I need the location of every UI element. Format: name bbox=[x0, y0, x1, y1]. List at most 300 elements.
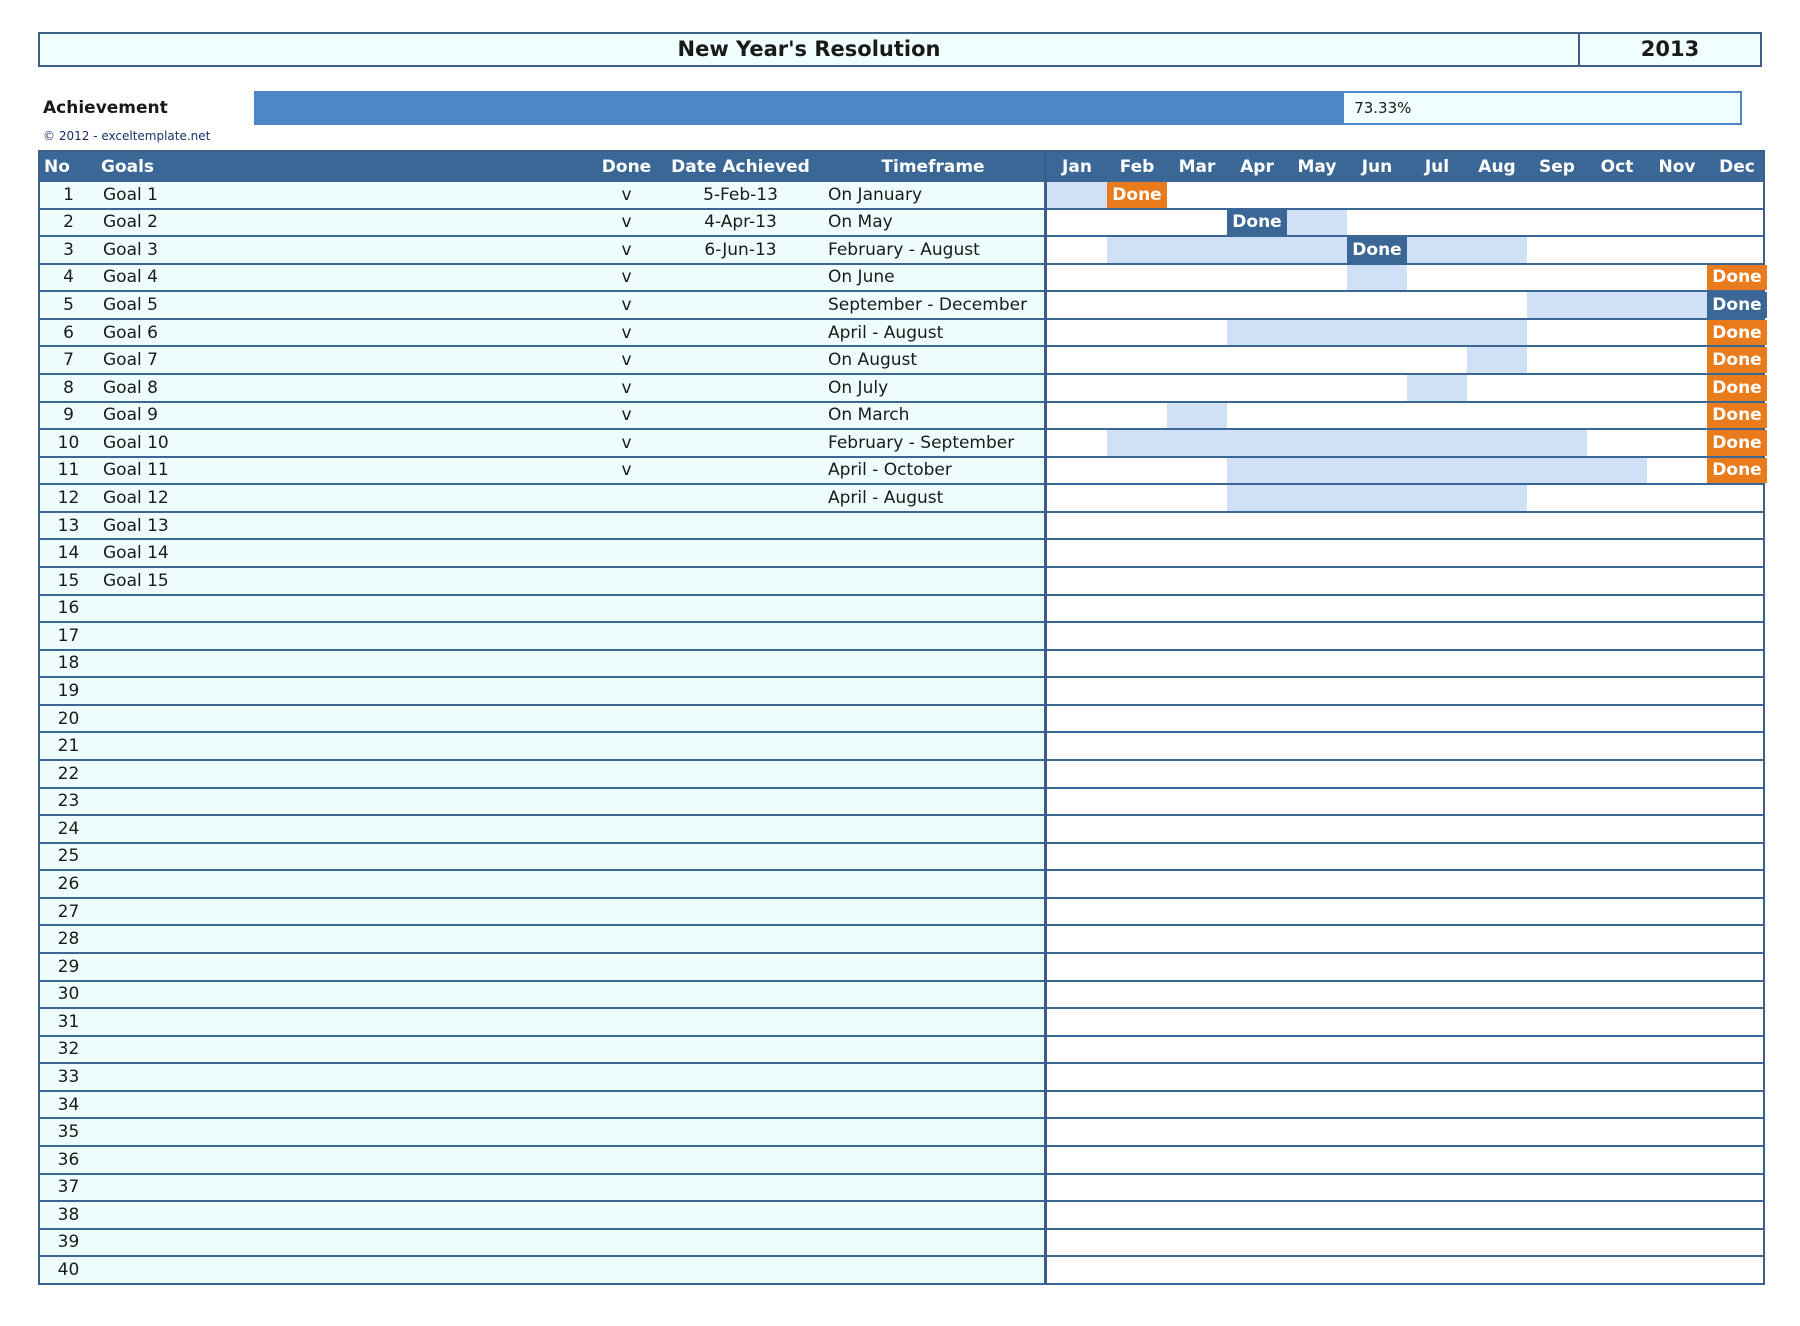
month-cell-aug[interactable] bbox=[1467, 871, 1527, 897]
done-cell[interactable] bbox=[594, 568, 659, 594]
month-cell-jun[interactable] bbox=[1347, 347, 1407, 373]
month-cell-jun[interactable] bbox=[1347, 596, 1407, 622]
month-cell-oct[interactable] bbox=[1587, 485, 1647, 511]
month-cell-aug[interactable] bbox=[1467, 210, 1527, 236]
month-cell-mar[interactable] bbox=[1167, 1257, 1227, 1283]
month-cell-apr[interactable] bbox=[1227, 265, 1287, 291]
month-cell-jan[interactable] bbox=[1047, 375, 1107, 401]
month-cell-sep[interactable] bbox=[1527, 651, 1587, 677]
month-cell-dec[interactable] bbox=[1707, 899, 1767, 925]
month-cell-mar[interactable] bbox=[1167, 651, 1227, 677]
month-cell-apr[interactable] bbox=[1227, 1009, 1287, 1035]
month-cell-aug[interactable] bbox=[1467, 292, 1527, 318]
goal-cell[interactable] bbox=[97, 926, 594, 952]
month-cell-mar[interactable] bbox=[1167, 789, 1227, 815]
goal-cell[interactable] bbox=[97, 844, 594, 870]
timeframe-cell[interactable] bbox=[822, 1257, 1044, 1283]
month-cell-sep[interactable] bbox=[1527, 816, 1587, 842]
month-cell-jun[interactable] bbox=[1347, 320, 1407, 346]
month-cell-sep[interactable] bbox=[1527, 347, 1587, 373]
month-cell-mar[interactable] bbox=[1167, 706, 1227, 732]
done-marker[interactable]: Done bbox=[1707, 292, 1767, 318]
month-cell-jan[interactable] bbox=[1047, 292, 1107, 318]
month-cell-may[interactable] bbox=[1287, 403, 1347, 429]
timeframe-cell[interactable]: April - August bbox=[828, 322, 944, 343]
month-cell-jan[interactable] bbox=[1047, 182, 1107, 208]
month-cell-nov[interactable] bbox=[1647, 1175, 1707, 1201]
month-cell-jul[interactable] bbox=[1407, 513, 1467, 539]
done-marker[interactable]: Done bbox=[1707, 430, 1767, 456]
month-cell-mar[interactable] bbox=[1167, 265, 1227, 291]
month-cell-jan[interactable] bbox=[1047, 237, 1107, 263]
done-cell[interactable]: v bbox=[621, 460, 632, 481]
goal-cell[interactable] bbox=[97, 1230, 594, 1256]
month-cell-jul[interactable] bbox=[1407, 182, 1467, 208]
date-achieved-cell[interactable] bbox=[659, 678, 822, 704]
goal-cell[interactable]: Goal 4 bbox=[103, 267, 158, 288]
month-cell-sep[interactable] bbox=[1527, 761, 1587, 787]
month-cell-sep[interactable] bbox=[1527, 1037, 1587, 1063]
month-cell-sep[interactable] bbox=[1527, 871, 1587, 897]
month-cell-mar[interactable] bbox=[1167, 1092, 1227, 1118]
month-cell-jan[interactable] bbox=[1047, 568, 1107, 594]
goal-cell[interactable] bbox=[97, 596, 594, 622]
month-cell-apr[interactable] bbox=[1227, 403, 1287, 429]
month-cell-dec[interactable] bbox=[1707, 1202, 1767, 1228]
timeframe-cell[interactable] bbox=[822, 596, 1044, 622]
month-cell-jun[interactable] bbox=[1347, 871, 1407, 897]
month-cell-feb[interactable] bbox=[1107, 761, 1167, 787]
month-cell-jun[interactable] bbox=[1347, 651, 1407, 677]
month-cell-jan[interactable] bbox=[1047, 733, 1107, 759]
month-cell-nov[interactable] bbox=[1647, 513, 1707, 539]
month-cell-feb[interactable] bbox=[1107, 347, 1167, 373]
done-marker[interactable]: Done bbox=[1707, 265, 1767, 291]
done-marker[interactable]: Done bbox=[1107, 182, 1167, 208]
month-cell-jul[interactable] bbox=[1407, 871, 1467, 897]
done-cell[interactable]: v bbox=[621, 405, 632, 426]
month-cell-aug[interactable] bbox=[1467, 403, 1527, 429]
month-cell-sep[interactable] bbox=[1527, 678, 1587, 704]
goal-cell[interactable] bbox=[97, 1119, 594, 1145]
date-achieved-cell[interactable] bbox=[659, 1009, 822, 1035]
month-cell-sep[interactable] bbox=[1527, 1230, 1587, 1256]
month-cell-oct[interactable] bbox=[1587, 182, 1647, 208]
month-cell-jan[interactable] bbox=[1047, 1257, 1107, 1283]
month-cell-jul[interactable] bbox=[1407, 458, 1467, 484]
month-cell-jun[interactable] bbox=[1347, 1230, 1407, 1256]
month-cell-apr[interactable] bbox=[1227, 320, 1287, 346]
month-cell-apr[interactable] bbox=[1227, 568, 1287, 594]
month-cell-oct[interactable] bbox=[1587, 210, 1647, 236]
month-cell-may[interactable] bbox=[1287, 926, 1347, 952]
timeframe-cell[interactable] bbox=[822, 623, 1044, 649]
month-cell-feb[interactable] bbox=[1107, 1009, 1167, 1035]
month-cell-jan[interactable] bbox=[1047, 1009, 1107, 1035]
month-cell-jun[interactable] bbox=[1347, 1202, 1407, 1228]
month-cell-feb[interactable] bbox=[1107, 1175, 1167, 1201]
month-cell-sep[interactable] bbox=[1527, 596, 1587, 622]
month-cell-oct[interactable] bbox=[1587, 926, 1647, 952]
done-cell[interactable]: v bbox=[621, 350, 632, 371]
month-cell-nov[interactable] bbox=[1647, 320, 1707, 346]
month-cell-may[interactable] bbox=[1287, 899, 1347, 925]
month-cell-may[interactable] bbox=[1287, 513, 1347, 539]
month-cell-mar[interactable] bbox=[1167, 182, 1227, 208]
month-cell-mar[interactable] bbox=[1167, 954, 1227, 980]
month-cell-mar[interactable] bbox=[1167, 1119, 1227, 1145]
month-cell-jan[interactable] bbox=[1047, 1230, 1107, 1256]
month-cell-nov[interactable] bbox=[1647, 954, 1707, 980]
month-cell-nov[interactable] bbox=[1647, 871, 1707, 897]
done-marker[interactable]: Done bbox=[1707, 347, 1767, 373]
month-cell-jan[interactable] bbox=[1047, 540, 1107, 566]
month-cell-apr[interactable] bbox=[1227, 458, 1287, 484]
done-cell[interactable] bbox=[594, 761, 659, 787]
done-marker[interactable]: Done bbox=[1707, 375, 1767, 401]
month-cell-jul[interactable] bbox=[1407, 706, 1467, 732]
month-cell-aug[interactable] bbox=[1467, 1202, 1527, 1228]
date-achieved-cell[interactable] bbox=[659, 871, 822, 897]
month-cell-sep[interactable] bbox=[1527, 403, 1587, 429]
month-cell-apr[interactable] bbox=[1227, 1175, 1287, 1201]
month-cell-dec[interactable] bbox=[1707, 982, 1767, 1008]
goal-cell[interactable] bbox=[97, 789, 594, 815]
month-cell-oct[interactable] bbox=[1587, 1009, 1647, 1035]
month-cell-jul[interactable] bbox=[1407, 1202, 1467, 1228]
goal-cell[interactable]: Goal 12 bbox=[103, 488, 169, 509]
done-cell[interactable] bbox=[594, 816, 659, 842]
month-cell-mar[interactable] bbox=[1167, 1147, 1227, 1173]
month-cell-mar[interactable] bbox=[1167, 237, 1227, 263]
month-cell-apr[interactable] bbox=[1227, 430, 1287, 456]
month-cell-aug[interactable] bbox=[1467, 623, 1527, 649]
done-cell[interactable]: v bbox=[621, 295, 632, 316]
month-cell-jun[interactable] bbox=[1347, 1147, 1407, 1173]
month-cell-may[interactable] bbox=[1287, 1092, 1347, 1118]
month-cell-dec[interactable] bbox=[1707, 789, 1767, 815]
month-cell-jun[interactable] bbox=[1347, 430, 1407, 456]
month-cell-apr[interactable] bbox=[1227, 982, 1287, 1008]
month-cell-jan[interactable] bbox=[1047, 761, 1107, 787]
month-cell-sep[interactable] bbox=[1527, 485, 1587, 511]
month-cell-oct[interactable] bbox=[1587, 1037, 1647, 1063]
done-cell[interactable] bbox=[594, 844, 659, 870]
month-cell-feb[interactable] bbox=[1107, 237, 1167, 263]
month-cell-nov[interactable] bbox=[1647, 237, 1707, 263]
date-achieved-cell[interactable] bbox=[659, 816, 822, 842]
month-cell-mar[interactable] bbox=[1167, 403, 1227, 429]
month-cell-mar[interactable] bbox=[1167, 871, 1227, 897]
month-cell-mar[interactable] bbox=[1167, 596, 1227, 622]
month-cell-sep[interactable] bbox=[1527, 458, 1587, 484]
month-cell-dec[interactable] bbox=[1707, 1119, 1767, 1145]
month-cell-jul[interactable] bbox=[1407, 789, 1467, 815]
timeframe-cell[interactable]: On July bbox=[828, 377, 889, 398]
timeframe-cell[interactable]: On May bbox=[828, 212, 893, 233]
month-cell-may[interactable] bbox=[1287, 651, 1347, 677]
done-cell[interactable] bbox=[594, 926, 659, 952]
month-cell-mar[interactable] bbox=[1167, 347, 1227, 373]
month-cell-oct[interactable] bbox=[1587, 899, 1647, 925]
month-cell-may[interactable] bbox=[1287, 1119, 1347, 1145]
month-cell-sep[interactable] bbox=[1527, 513, 1587, 539]
month-cell-aug[interactable] bbox=[1467, 1257, 1527, 1283]
month-cell-jun[interactable] bbox=[1347, 1064, 1407, 1090]
month-cell-jul[interactable] bbox=[1407, 430, 1467, 456]
month-cell-jul[interactable] bbox=[1407, 1230, 1467, 1256]
month-cell-sep[interactable] bbox=[1527, 320, 1587, 346]
timeframe-cell[interactable] bbox=[822, 568, 1044, 594]
goal-cell[interactable] bbox=[97, 761, 594, 787]
month-cell-jul[interactable] bbox=[1407, 623, 1467, 649]
month-cell-oct[interactable] bbox=[1587, 1202, 1647, 1228]
month-cell-jun[interactable] bbox=[1347, 1009, 1407, 1035]
date-achieved-cell[interactable] bbox=[659, 430, 822, 456]
month-cell-mar[interactable] bbox=[1167, 485, 1227, 511]
month-cell-aug[interactable] bbox=[1467, 540, 1527, 566]
timeframe-cell[interactable] bbox=[822, 982, 1044, 1008]
done-cell[interactable] bbox=[594, 1009, 659, 1035]
month-cell-apr[interactable] bbox=[1227, 651, 1287, 677]
month-cell-jul[interactable] bbox=[1407, 954, 1467, 980]
month-cell-sep[interactable] bbox=[1527, 789, 1587, 815]
timeframe-cell[interactable] bbox=[822, 706, 1044, 732]
date-achieved-cell[interactable] bbox=[659, 789, 822, 815]
date-achieved-cell[interactable] bbox=[659, 1147, 822, 1173]
goal-cell[interactable]: Goal 2 bbox=[103, 212, 158, 233]
month-cell-jun[interactable] bbox=[1347, 899, 1407, 925]
month-cell-jun[interactable] bbox=[1347, 982, 1407, 1008]
month-cell-feb[interactable] bbox=[1107, 1257, 1167, 1283]
date-achieved-cell[interactable] bbox=[659, 458, 822, 484]
timeframe-cell[interactable] bbox=[822, 1230, 1044, 1256]
done-cell[interactable] bbox=[594, 1202, 659, 1228]
month-cell-nov[interactable] bbox=[1647, 540, 1707, 566]
date-achieved-cell[interactable] bbox=[659, 320, 822, 346]
month-cell-may[interactable] bbox=[1287, 1230, 1347, 1256]
month-cell-nov[interactable] bbox=[1647, 375, 1707, 401]
month-cell-dec[interactable] bbox=[1707, 182, 1767, 208]
timeframe-cell[interactable] bbox=[822, 1202, 1044, 1228]
done-cell[interactable] bbox=[594, 954, 659, 980]
month-cell-jun[interactable] bbox=[1347, 210, 1407, 236]
month-cell-may[interactable] bbox=[1287, 430, 1347, 456]
month-cell-dec[interactable] bbox=[1707, 513, 1767, 539]
month-cell-mar[interactable] bbox=[1167, 816, 1227, 842]
month-cell-oct[interactable] bbox=[1587, 1064, 1647, 1090]
month-cell-jan[interactable] bbox=[1047, 789, 1107, 815]
month-cell-feb[interactable] bbox=[1107, 403, 1167, 429]
month-cell-mar[interactable] bbox=[1167, 320, 1227, 346]
month-cell-oct[interactable] bbox=[1587, 1257, 1647, 1283]
month-cell-jun[interactable] bbox=[1347, 733, 1407, 759]
month-cell-sep[interactable] bbox=[1527, 1064, 1587, 1090]
month-cell-nov[interactable] bbox=[1647, 899, 1707, 925]
month-cell-jan[interactable] bbox=[1047, 1202, 1107, 1228]
date-achieved-cell[interactable] bbox=[659, 844, 822, 870]
month-cell-nov[interactable] bbox=[1647, 761, 1707, 787]
done-cell[interactable] bbox=[594, 651, 659, 677]
month-cell-dec[interactable] bbox=[1707, 1092, 1767, 1118]
month-cell-feb[interactable] bbox=[1107, 871, 1167, 897]
month-cell-jan[interactable] bbox=[1047, 844, 1107, 870]
month-cell-jun[interactable] bbox=[1347, 954, 1407, 980]
month-cell-mar[interactable] bbox=[1167, 1230, 1227, 1256]
month-cell-nov[interactable] bbox=[1647, 1230, 1707, 1256]
done-cell[interactable]: v bbox=[621, 184, 632, 205]
done-cell[interactable] bbox=[594, 1092, 659, 1118]
month-cell-dec[interactable] bbox=[1707, 678, 1767, 704]
month-cell-oct[interactable] bbox=[1587, 596, 1647, 622]
month-cell-oct[interactable] bbox=[1587, 568, 1647, 594]
date-achieved-cell[interactable] bbox=[659, 375, 822, 401]
done-cell[interactable]: v bbox=[621, 212, 632, 233]
month-cell-dec[interactable] bbox=[1707, 1257, 1767, 1283]
month-cell-feb[interactable] bbox=[1107, 816, 1167, 842]
goal-cell[interactable] bbox=[97, 1009, 594, 1035]
month-cell-apr[interactable] bbox=[1227, 899, 1287, 925]
month-cell-mar[interactable] bbox=[1167, 623, 1227, 649]
goal-cell[interactable] bbox=[97, 623, 594, 649]
month-cell-sep[interactable] bbox=[1527, 1257, 1587, 1283]
month-cell-jun[interactable] bbox=[1347, 403, 1407, 429]
date-achieved-cell[interactable] bbox=[659, 1119, 822, 1145]
month-cell-sep[interactable] bbox=[1527, 899, 1587, 925]
month-cell-nov[interactable] bbox=[1647, 1257, 1707, 1283]
month-cell-nov[interactable] bbox=[1647, 1037, 1707, 1063]
month-cell-jan[interactable] bbox=[1047, 596, 1107, 622]
month-cell-feb[interactable] bbox=[1107, 210, 1167, 236]
month-cell-oct[interactable] bbox=[1587, 540, 1647, 566]
goal-cell[interactable]: Goal 7 bbox=[103, 350, 158, 371]
month-cell-apr[interactable] bbox=[1227, 292, 1287, 318]
done-cell[interactable] bbox=[594, 1257, 659, 1283]
timeframe-cell[interactable]: February - September bbox=[828, 432, 1015, 453]
month-cell-jan[interactable] bbox=[1047, 926, 1107, 952]
date-achieved-cell[interactable] bbox=[659, 485, 822, 511]
month-cell-may[interactable] bbox=[1287, 789, 1347, 815]
month-cell-jul[interactable] bbox=[1407, 1119, 1467, 1145]
month-cell-mar[interactable] bbox=[1167, 292, 1227, 318]
month-cell-apr[interactable] bbox=[1227, 485, 1287, 511]
month-cell-jul[interactable] bbox=[1407, 1009, 1467, 1035]
date-achieved-cell[interactable]: 6-Jun-13 bbox=[704, 239, 777, 260]
timeframe-cell[interactable] bbox=[822, 844, 1044, 870]
month-cell-feb[interactable] bbox=[1107, 1147, 1167, 1173]
month-cell-may[interactable] bbox=[1287, 237, 1347, 263]
month-cell-jul[interactable] bbox=[1407, 678, 1467, 704]
goal-cell[interactable]: Goal 13 bbox=[103, 515, 169, 536]
done-cell[interactable] bbox=[594, 1147, 659, 1173]
month-cell-apr[interactable] bbox=[1227, 375, 1287, 401]
done-cell[interactable] bbox=[594, 1230, 659, 1256]
month-cell-jul[interactable] bbox=[1407, 596, 1467, 622]
month-cell-jan[interactable] bbox=[1047, 623, 1107, 649]
done-cell[interactable] bbox=[594, 871, 659, 897]
month-cell-jun[interactable] bbox=[1347, 1257, 1407, 1283]
timeframe-cell[interactable] bbox=[822, 1037, 1044, 1063]
month-cell-sep[interactable] bbox=[1527, 182, 1587, 208]
month-cell-aug[interactable] bbox=[1467, 237, 1527, 263]
month-cell-nov[interactable] bbox=[1647, 265, 1707, 291]
month-cell-dec[interactable] bbox=[1707, 596, 1767, 622]
month-cell-sep[interactable] bbox=[1527, 1175, 1587, 1201]
done-marker[interactable]: Done bbox=[1347, 237, 1407, 263]
month-cell-jul[interactable] bbox=[1407, 540, 1467, 566]
month-cell-may[interactable] bbox=[1287, 540, 1347, 566]
timeframe-cell[interactable] bbox=[822, 1064, 1044, 1090]
month-cell-may[interactable] bbox=[1287, 458, 1347, 484]
month-cell-oct[interactable] bbox=[1587, 513, 1647, 539]
month-cell-aug[interactable] bbox=[1467, 375, 1527, 401]
month-cell-jun[interactable] bbox=[1347, 623, 1407, 649]
month-cell-aug[interactable] bbox=[1467, 320, 1527, 346]
timeframe-cell[interactable] bbox=[822, 733, 1044, 759]
month-cell-apr[interactable] bbox=[1227, 1147, 1287, 1173]
month-cell-sep[interactable] bbox=[1527, 568, 1587, 594]
month-cell-may[interactable] bbox=[1287, 844, 1347, 870]
month-cell-jun[interactable] bbox=[1347, 816, 1407, 842]
month-cell-aug[interactable] bbox=[1467, 1064, 1527, 1090]
month-cell-jan[interactable] bbox=[1047, 954, 1107, 980]
month-cell-oct[interactable] bbox=[1587, 789, 1647, 815]
month-cell-may[interactable] bbox=[1287, 375, 1347, 401]
month-cell-aug[interactable] bbox=[1467, 1175, 1527, 1201]
done-cell[interactable] bbox=[594, 1064, 659, 1090]
month-cell-dec[interactable] bbox=[1707, 1230, 1767, 1256]
month-cell-oct[interactable] bbox=[1587, 1119, 1647, 1145]
month-cell-jul[interactable] bbox=[1407, 816, 1467, 842]
month-cell-feb[interactable] bbox=[1107, 1202, 1167, 1228]
month-cell-sep[interactable] bbox=[1527, 733, 1587, 759]
done-cell[interactable] bbox=[594, 596, 659, 622]
month-cell-mar[interactable] bbox=[1167, 761, 1227, 787]
goal-cell[interactable]: Goal 14 bbox=[103, 543, 169, 564]
month-cell-oct[interactable] bbox=[1587, 403, 1647, 429]
month-cell-oct[interactable] bbox=[1587, 954, 1647, 980]
done-marker[interactable]: Done bbox=[1707, 320, 1767, 346]
month-cell-oct[interactable] bbox=[1587, 678, 1647, 704]
goal-cell[interactable] bbox=[97, 871, 594, 897]
month-cell-may[interactable] bbox=[1287, 596, 1347, 622]
month-cell-mar[interactable] bbox=[1167, 982, 1227, 1008]
month-cell-jun[interactable] bbox=[1347, 844, 1407, 870]
month-cell-nov[interactable] bbox=[1647, 1092, 1707, 1118]
month-cell-feb[interactable] bbox=[1107, 513, 1167, 539]
month-cell-jan[interactable] bbox=[1047, 899, 1107, 925]
month-cell-apr[interactable] bbox=[1227, 926, 1287, 952]
month-cell-apr[interactable] bbox=[1227, 1092, 1287, 1118]
month-cell-mar[interactable] bbox=[1167, 568, 1227, 594]
month-cell-aug[interactable] bbox=[1467, 513, 1527, 539]
month-cell-jan[interactable] bbox=[1047, 871, 1107, 897]
done-cell[interactable] bbox=[594, 1037, 659, 1063]
month-cell-aug[interactable] bbox=[1467, 1037, 1527, 1063]
month-cell-feb[interactable] bbox=[1107, 844, 1167, 870]
month-cell-aug[interactable] bbox=[1467, 816, 1527, 842]
month-cell-oct[interactable] bbox=[1587, 733, 1647, 759]
month-cell-mar[interactable] bbox=[1167, 733, 1227, 759]
month-cell-dec[interactable] bbox=[1707, 706, 1767, 732]
month-cell-nov[interactable] bbox=[1647, 789, 1707, 815]
done-cell[interactable] bbox=[594, 1175, 659, 1201]
date-achieved-cell[interactable] bbox=[659, 1230, 822, 1256]
month-cell-aug[interactable] bbox=[1467, 789, 1527, 815]
date-achieved-cell[interactable] bbox=[659, 1092, 822, 1118]
month-cell-jul[interactable] bbox=[1407, 899, 1467, 925]
date-achieved-cell[interactable] bbox=[659, 265, 822, 291]
